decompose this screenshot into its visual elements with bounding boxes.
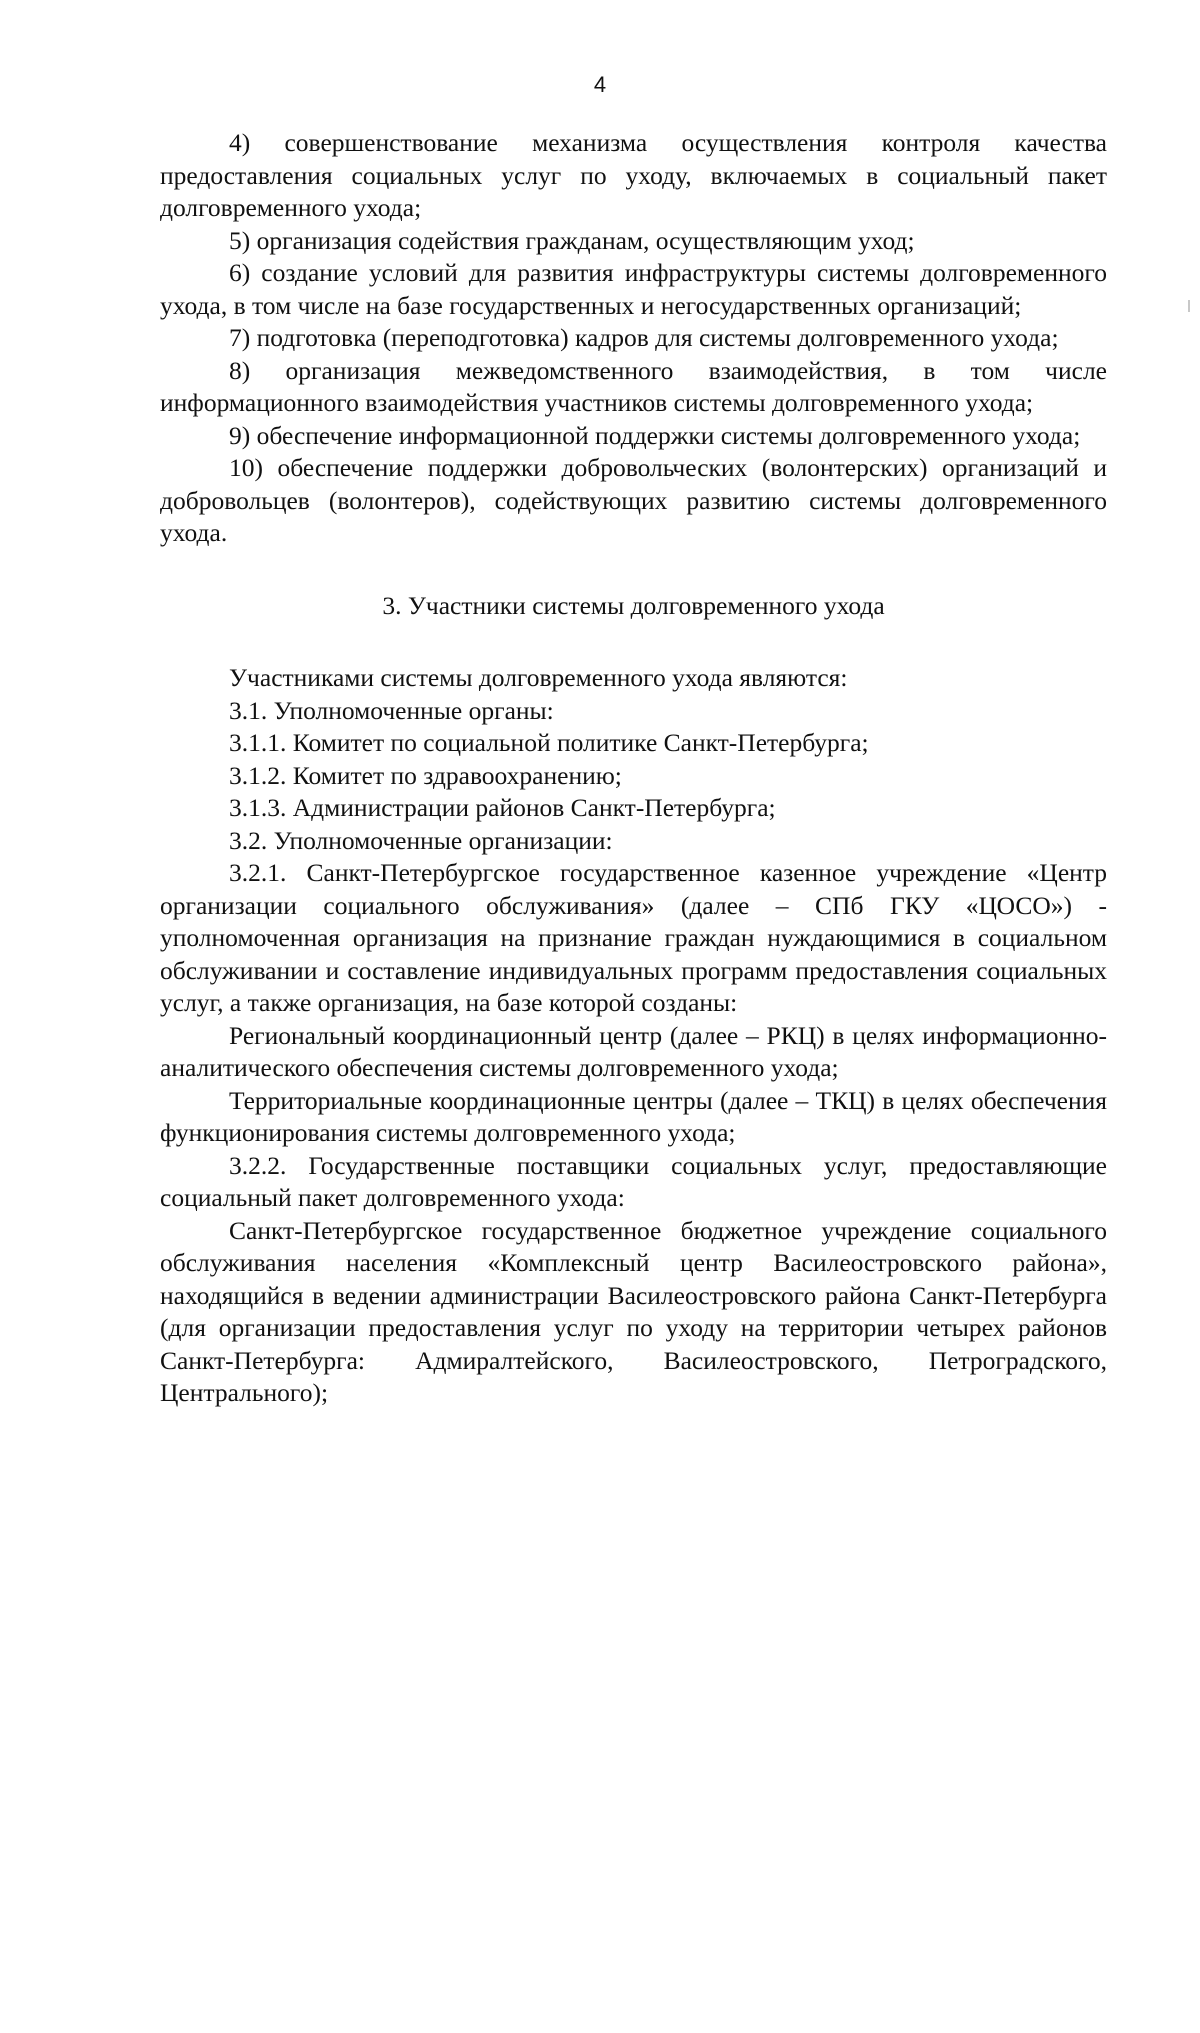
section-paragraph: Региональный координационный центр (далее – РКЦ) в целях информационно-аналитического обеспечения системы долговременного ухода; — [160, 1020, 1107, 1082]
section-paragraph: Участниками системы долговременного ухода являются: — [229, 663, 848, 692]
section-heading: 3. Участники системы долговременного ухода — [382, 590, 885, 620]
section-paragraph: 3.2.2. Государственные поставщики социальных услуг, предоставляющие социальный пакет долговременного ухода: — [160, 1150, 1107, 1212]
section-paragraph: 3.1.2. Комитет по здравоохранению; — [229, 760, 622, 790]
list-item: 6) создание условий для развития инфраструктуры системы долговременного ухода, в том числе на базе государственных и негосударственных организаций; — [160, 258, 1107, 320]
list-item: 10) обеспечение поддержки добровольческих (волонтерских) организаций и добровольцев (волонтеров), содействующих развитию системы долговременного ухода. — [160, 453, 1107, 547]
section-paragraph: 3.1.1. Комитет по социальной политике Санкт-Петербурга; — [229, 728, 869, 757]
list-item: 9) обеспечение информационной поддержки системы долговременного ухода; — [229, 420, 1081, 450]
list-item: 5) организация содействия гражданам, осуществляющим уход; — [229, 225, 915, 255]
section-paragraph: 3.1.3. Администрации районов Санкт-Петербурга; — [229, 793, 776, 822]
list-item: 8) организация межведомственного взаимодействия, в том числе информационного взаимодействия участников системы долговременного ухода; — [160, 355, 1107, 417]
section-paragraph: 3.2. Уполномоченные организации: — [229, 825, 613, 855]
section-paragraph: 3.2.1. Санкт-Петербургское государственное казенное учреждение «Центр организации социального обслуживания» (далее – СПб ГКУ «ЦОСО») - уполномоченная организация на признание граждан нуждающимися в социальном обслуживании и составление индивидуальных программ предоставления социальных услуг, а также организация, на базе которой созданы: — [160, 858, 1107, 1017]
document-body — [160, 127, 1107, 1410]
page-number: 4 — [593, 72, 607, 97]
scan-edge-mark — [1188, 300, 1190, 312]
list-item: 4) совершенствование механизма осуществления контроля качества предоставления социальных услуг по уходу, включаемых в социальный пакет долговременного ухода; — [160, 128, 1107, 222]
section-paragraph: Санкт-Петербургское государственное бюджетное учреждение социального обслуживания населения «Комплексный центр Василеостровского района», находящийся в ведении администрации Василеостровского района Санкт-Петербурга (для организации предоставления услуг по уходу на территории четырех районов Санкт-Петербурга: Адмиралтейского, Василеостровского, Петроградского, Центрального); — [160, 1215, 1107, 1407]
section-paragraph: 3.1. Уполномоченные органы: — [229, 695, 554, 725]
list-item: 7) подготовка (переподготовка) кадров для системы долговременного ухода; — [229, 323, 1059, 352]
section-paragraph: Территориальные координационные центры (далее – ТКЦ) в целях обеспечения функционирования системы долговременного ухода; — [160, 1085, 1107, 1147]
